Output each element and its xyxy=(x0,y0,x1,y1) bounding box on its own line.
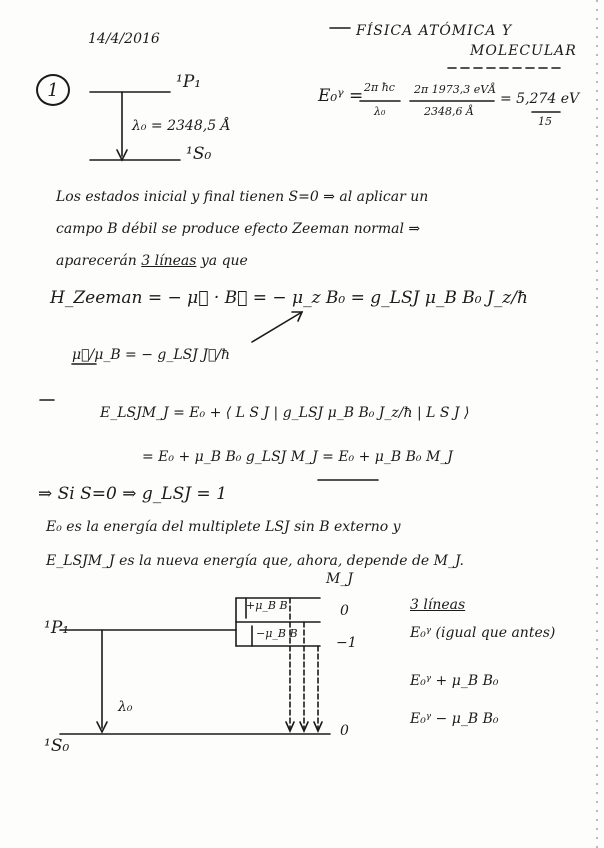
energy-result-note: 15 xyxy=(538,115,552,128)
energy-frac2-num: 2π 1973,3 eVÅ xyxy=(414,83,497,96)
lower-mj-value: 0 xyxy=(340,723,349,739)
line-item-3: E₀ᵞ − μ_B B₀ xyxy=(410,711,499,727)
split-minus-label: −μ_B B xyxy=(256,627,298,640)
hamiltonian-arrow xyxy=(252,312,302,342)
date: 14/4/2016 xyxy=(88,31,160,47)
diagram-upper-label: ¹P₁ xyxy=(44,618,70,638)
line-item-1: E₀ᵞ (igual que antes) xyxy=(410,625,556,641)
margin-dotted-line xyxy=(596,0,598,848)
mj-value-0: 0 xyxy=(340,603,349,619)
para1-line2: campo B débil se produce efecto Zeeman normal ⇒ xyxy=(56,221,421,237)
mu-relation: μ⃗/μ_B = − g_LSJ J⃗/ħ xyxy=(72,347,231,363)
energy-lhs: E₀ᵞ = xyxy=(318,86,364,106)
para1-line3-b: 3 líneas xyxy=(141,253,197,269)
para2-line1: E₀ es la energía del multiplete LSJ sin B externo y xyxy=(46,519,401,535)
energy-frac2-den: 2348,6 Å xyxy=(424,105,474,118)
problem-number: 1 xyxy=(36,74,70,106)
title-line-1: FÍSICA ATÓMICA Y xyxy=(356,23,513,39)
diagram-lower-label: ¹S₀ xyxy=(44,736,70,756)
si-line: ⇒ Si S=0 ⇒ g_LSJ = 1 xyxy=(38,484,227,504)
energy-result: = 5,274 eV xyxy=(500,91,580,107)
para1-line3-a: aparecerán xyxy=(56,253,142,269)
energy-frac1-num: 2π ħc xyxy=(364,81,395,94)
h-zeeman-equation: H_Zeeman = − μ⃗ · B⃗ = − μ_z B₀ = g_LSJ μ_B B₀ J_z/ħ xyxy=(50,288,528,308)
para2-line2: E_LSJM_J es la nueva energía que, ahora, depende de M_J. xyxy=(46,553,464,569)
energy-frac1-den: λ₀ xyxy=(374,105,386,118)
upper-state-label: ¹P₁ xyxy=(176,72,202,92)
line-item-2: E₀ᵞ + μ_B B₀ xyxy=(410,673,499,689)
para1-line3-c: ya que xyxy=(196,253,248,269)
wavelength-label: λ₀ = 2348,5 Å xyxy=(132,118,231,134)
split-plus-label: +μ_B B xyxy=(246,599,288,612)
title-line-2: MOLECULAR xyxy=(470,43,577,59)
lines-title: 3 líneas xyxy=(410,597,466,613)
para1-line1: Los estados inicial y final tienen S=0 ⇒ al aplicar un xyxy=(56,189,429,205)
mj-header: M_J xyxy=(326,571,353,587)
energy-line-1: E_LSJM_J = E₀ + ⟨ L S J | g_LSJ μ_B B₀ J_z/ħ | L S J ⟩ xyxy=(100,405,470,421)
lower-state-label: ¹S₀ xyxy=(186,144,212,164)
mj-value-minus1: −1 xyxy=(336,635,357,651)
diagram-lambda: λ₀ xyxy=(118,699,133,715)
energy-line-2: = E₀ + μ_B B₀ g_LSJ M_J = E₀ + μ_B B₀ M_J xyxy=(142,449,453,465)
